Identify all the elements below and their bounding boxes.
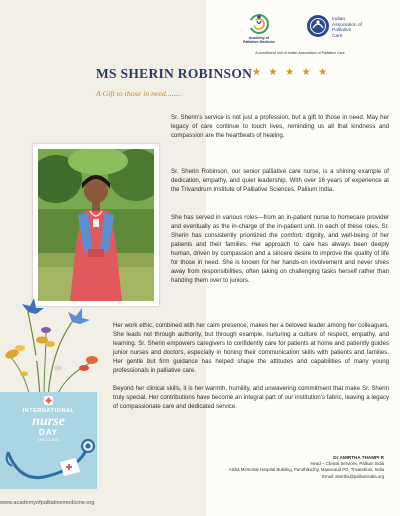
nurse-day-line-1: INTERNATIONAL (22, 408, 75, 414)
academy-logo-icon (246, 12, 272, 36)
wildflowers-illustration (0, 282, 112, 398)
paragraph-2: Sr. Sherin Robinson, our senior palliative care nurse, is a shining example of dedication, empathy, and quiet leadership. With over 16 years of experience at the Trivandrum Institute of Palliative Sciences, Pallium India. (171, 168, 389, 193)
paragraph-3: She has served in various roles—from an in-patient nurse to homecare provider and eventually as the in-charge of the in-patient unit. In each of these roles, Sr. Sherin has consistently prioritized the comfort, dignity, and well-being of her patients and their families. Her approach to care has always been deeply human, driven by compassion and a sincere desire to improve the quality of life for those in need. She is known for her hands-on involvement and never shies away from responsibilities, often taking on challenging tasks herself rather than handing them over to juniors. (171, 214, 389, 284)
constituent-unit-caption: A constituent unit of Indian Association of Palliative Care (255, 51, 345, 55)
international-nurse-day-card (0, 392, 97, 489)
name-row (96, 66, 396, 84)
signatory-address: Aisha Memorial Hospital Building, Paruthikuzhy, Manacaud PO, Trivandrum, India (228, 467, 384, 473)
paragraph-1: Sr. Sherin's service is not just a profession, but a gift to those in need. May her legacy of care continue to touch lives, reminding us all that kindness and compassion are the heartbeats of healing. (171, 114, 389, 139)
nurse-day-line-3: DAY (38, 428, 59, 437)
nurse-day-line-2: nurse (32, 414, 65, 429)
nurse-name: MS SHERIN ROBINSON (96, 66, 253, 81)
paragraph-4: Her work ethic, combined with her calm presence, makes her a beloved leader among her colleagues. She leads not through authority, but through example, nurturing a culture of respect, empathy, and learning. Sr. Sherin empowers caregivers to confidently care for patients at home and patiently guides junior nurses and doctors, especially in honing their communication skills with patients and families. Her gentle but firm guidance has helped shape the attitudes and capabilities of many young professionals in palliative care. (113, 322, 389, 374)
iapc-logo-text: Indian Association of Palliative Care (332, 17, 362, 39)
nurse-photo (38, 149, 154, 301)
signatory-role: Head – Clinical Services, Pallium India (310, 461, 384, 467)
iapc-logo-icon (306, 14, 330, 38)
star-rating-icons: ★ ★ ★ ★ ★ (252, 67, 330, 78)
signature-block (216, 455, 384, 480)
tagline: A Gift to those in need........ (96, 89, 182, 98)
footer-website: www.academyofpalliativemedicine.org (0, 500, 95, 506)
signatory-name: Dr AMIRTHA THAMPI R (333, 455, 384, 460)
nurse-day-date: MAY 12 2025 (38, 438, 59, 442)
academy-logo-text: Academy of Palliative Medicine (243, 36, 275, 45)
paragraph-5: Beyond her clinical skills, it is her warmth, humility, and unwavering commitment that make Sr. Sherin truly special. Her contributions have become an integral part of our institution's fabric, leaving a legacy of compassionate care and dedicated service. (113, 385, 389, 410)
header-logos (200, 8, 400, 60)
signatory-email: Email: amirtha@palliumindia.org (322, 473, 384, 479)
